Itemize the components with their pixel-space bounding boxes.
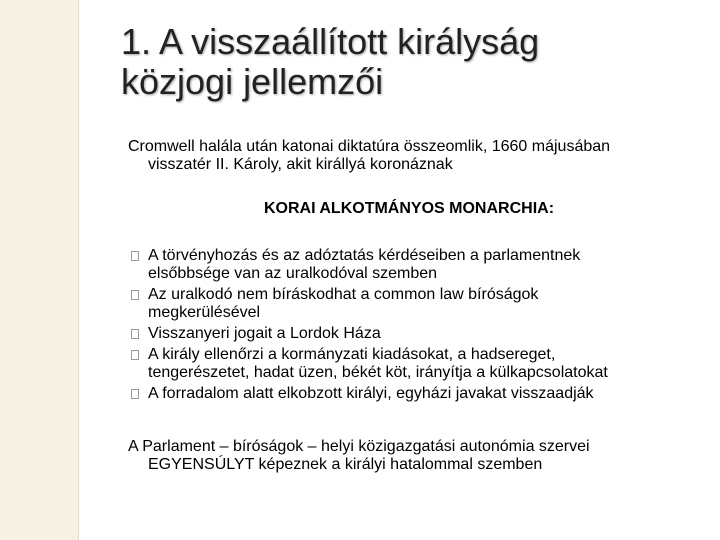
- list-item: [128, 346, 688, 382]
- bullet-line: megkerülésével: [148, 304, 261, 321]
- checkbox-bullet-icon: [131, 329, 139, 339]
- bullet-line: Az uralkodó nem bíráskodhat a common law bíróságok: [148, 286, 539, 303]
- title-line-2: közjogi jellemzői: [121, 61, 384, 102]
- bullet-line: tengerészetet, hadat üzen, békét köt, irányítja a külkapcsolatokat: [148, 364, 608, 381]
- bullet-line: A király ellenőrzi a kormányzati kiadásokat, a hadsereget,: [148, 346, 556, 363]
- list-item: [128, 385, 688, 403]
- bullet-line: elsőbbsége van az uralkodóval szemben: [148, 265, 438, 282]
- intro-paragraph: [128, 138, 688, 174]
- bullet-line: A forradalom alatt elkobzott királyi, egyházi javakat visszaadják: [148, 385, 594, 402]
- section-heading-text: KORAI ALKOTMÁNYOS MONARCHIA:: [263, 200, 555, 217]
- list-item: [128, 286, 688, 322]
- checkbox-bullet-icon: [131, 290, 139, 300]
- checkbox-bullet-icon: [131, 389, 139, 399]
- checkbox-bullet-icon: [131, 350, 139, 360]
- title-line-1: 1. A visszaállított királyság: [121, 21, 540, 62]
- bullet-list: [128, 247, 688, 406]
- list-item: [128, 247, 688, 283]
- list-item: [128, 325, 688, 343]
- intro-line-2: visszatér II. Károly, akit királlyá koronáznak: [148, 156, 453, 173]
- slide-title: [121, 22, 681, 102]
- closing-paragraph: [128, 438, 698, 474]
- side-decoration-band: [0, 0, 78, 540]
- bullet-line: A törvényhozás és az adóztatás kérdéseiben a parlamentnek: [148, 247, 581, 264]
- intro-line-1: Cromwell halála után katonai diktatúra összeomlik, 1660 májusában: [128, 138, 611, 155]
- closing-line-2: EGYENSÚLYT képeznek a királyi hatalommal szemben: [148, 456, 543, 473]
- checkbox-bullet-icon: [131, 251, 139, 261]
- section-heading: [0, 200, 720, 218]
- closing-line-1: A Parlament – bíróságok – helyi közigazgatási autonómia szervei: [128, 438, 590, 455]
- bullet-line: Visszanyeri jogait a Lordok Háza: [148, 325, 381, 342]
- side-decoration-line: [78, 0, 79, 540]
